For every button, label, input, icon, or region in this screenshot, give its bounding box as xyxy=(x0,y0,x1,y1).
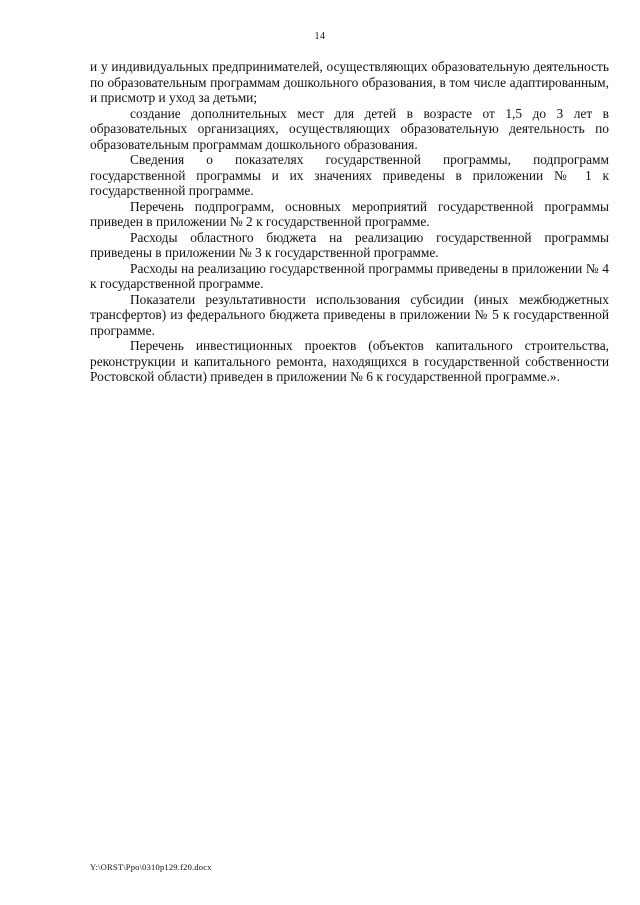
footer-file-path: Y:\ORST\Ppo\0310p129.f20.docx xyxy=(90,862,212,872)
paragraph-investment-projects: Перечень инвестиционных проектов (объектов капитального строительства, реконструкции и капитального ремонта, находящихся в государственной собственности Ростовской области) приведен в приложении № 6 к государственной программе.». xyxy=(90,338,609,384)
paragraph-subsidy-indicators: Показатели результативности использования субсидии (иных межбюджетных трансфертов) из федерального бюджета приведены в приложении № 5 к государственной программе. xyxy=(90,291,609,338)
paragraph-indicators-info: Сведения о показателях государственной программы, подпрограмм государственной программы и их значениях приведены в приложении № 1 к государственной программе. xyxy=(90,152,609,198)
paragraph-program-expenses: Расходы на реализацию государственной программы приведены в приложении № 4 к государственной программе. xyxy=(90,260,609,291)
page-number: 14 xyxy=(314,31,326,42)
paragraph-regional-budget-expenses: Расходы областного бюджета на реализацию государственной программы приведены в приложении № 3 к государственной программе. xyxy=(90,229,609,260)
paragraph-additional-places: создание дополнительных мест для детей в возрасте от 1,5 до 3 лет в образовательных организациях, осуществляющих образовательную деятельность по образовательным программам дошкольного образования. xyxy=(90,105,609,152)
paragraph-continuation: и у индивидуальных предпринимателей, осуществляющих образовательную деятельность по образовательным программам дошкольного образования, в том числе адаптированным, и присмотр и уход за детьми; xyxy=(90,59,609,105)
paragraph-subprograms-list: Перечень подпрограмм, основных мероприятий государственной программы приведен в приложении № 2 к государственной программе. xyxy=(90,198,609,229)
document-body xyxy=(90,59,609,385)
